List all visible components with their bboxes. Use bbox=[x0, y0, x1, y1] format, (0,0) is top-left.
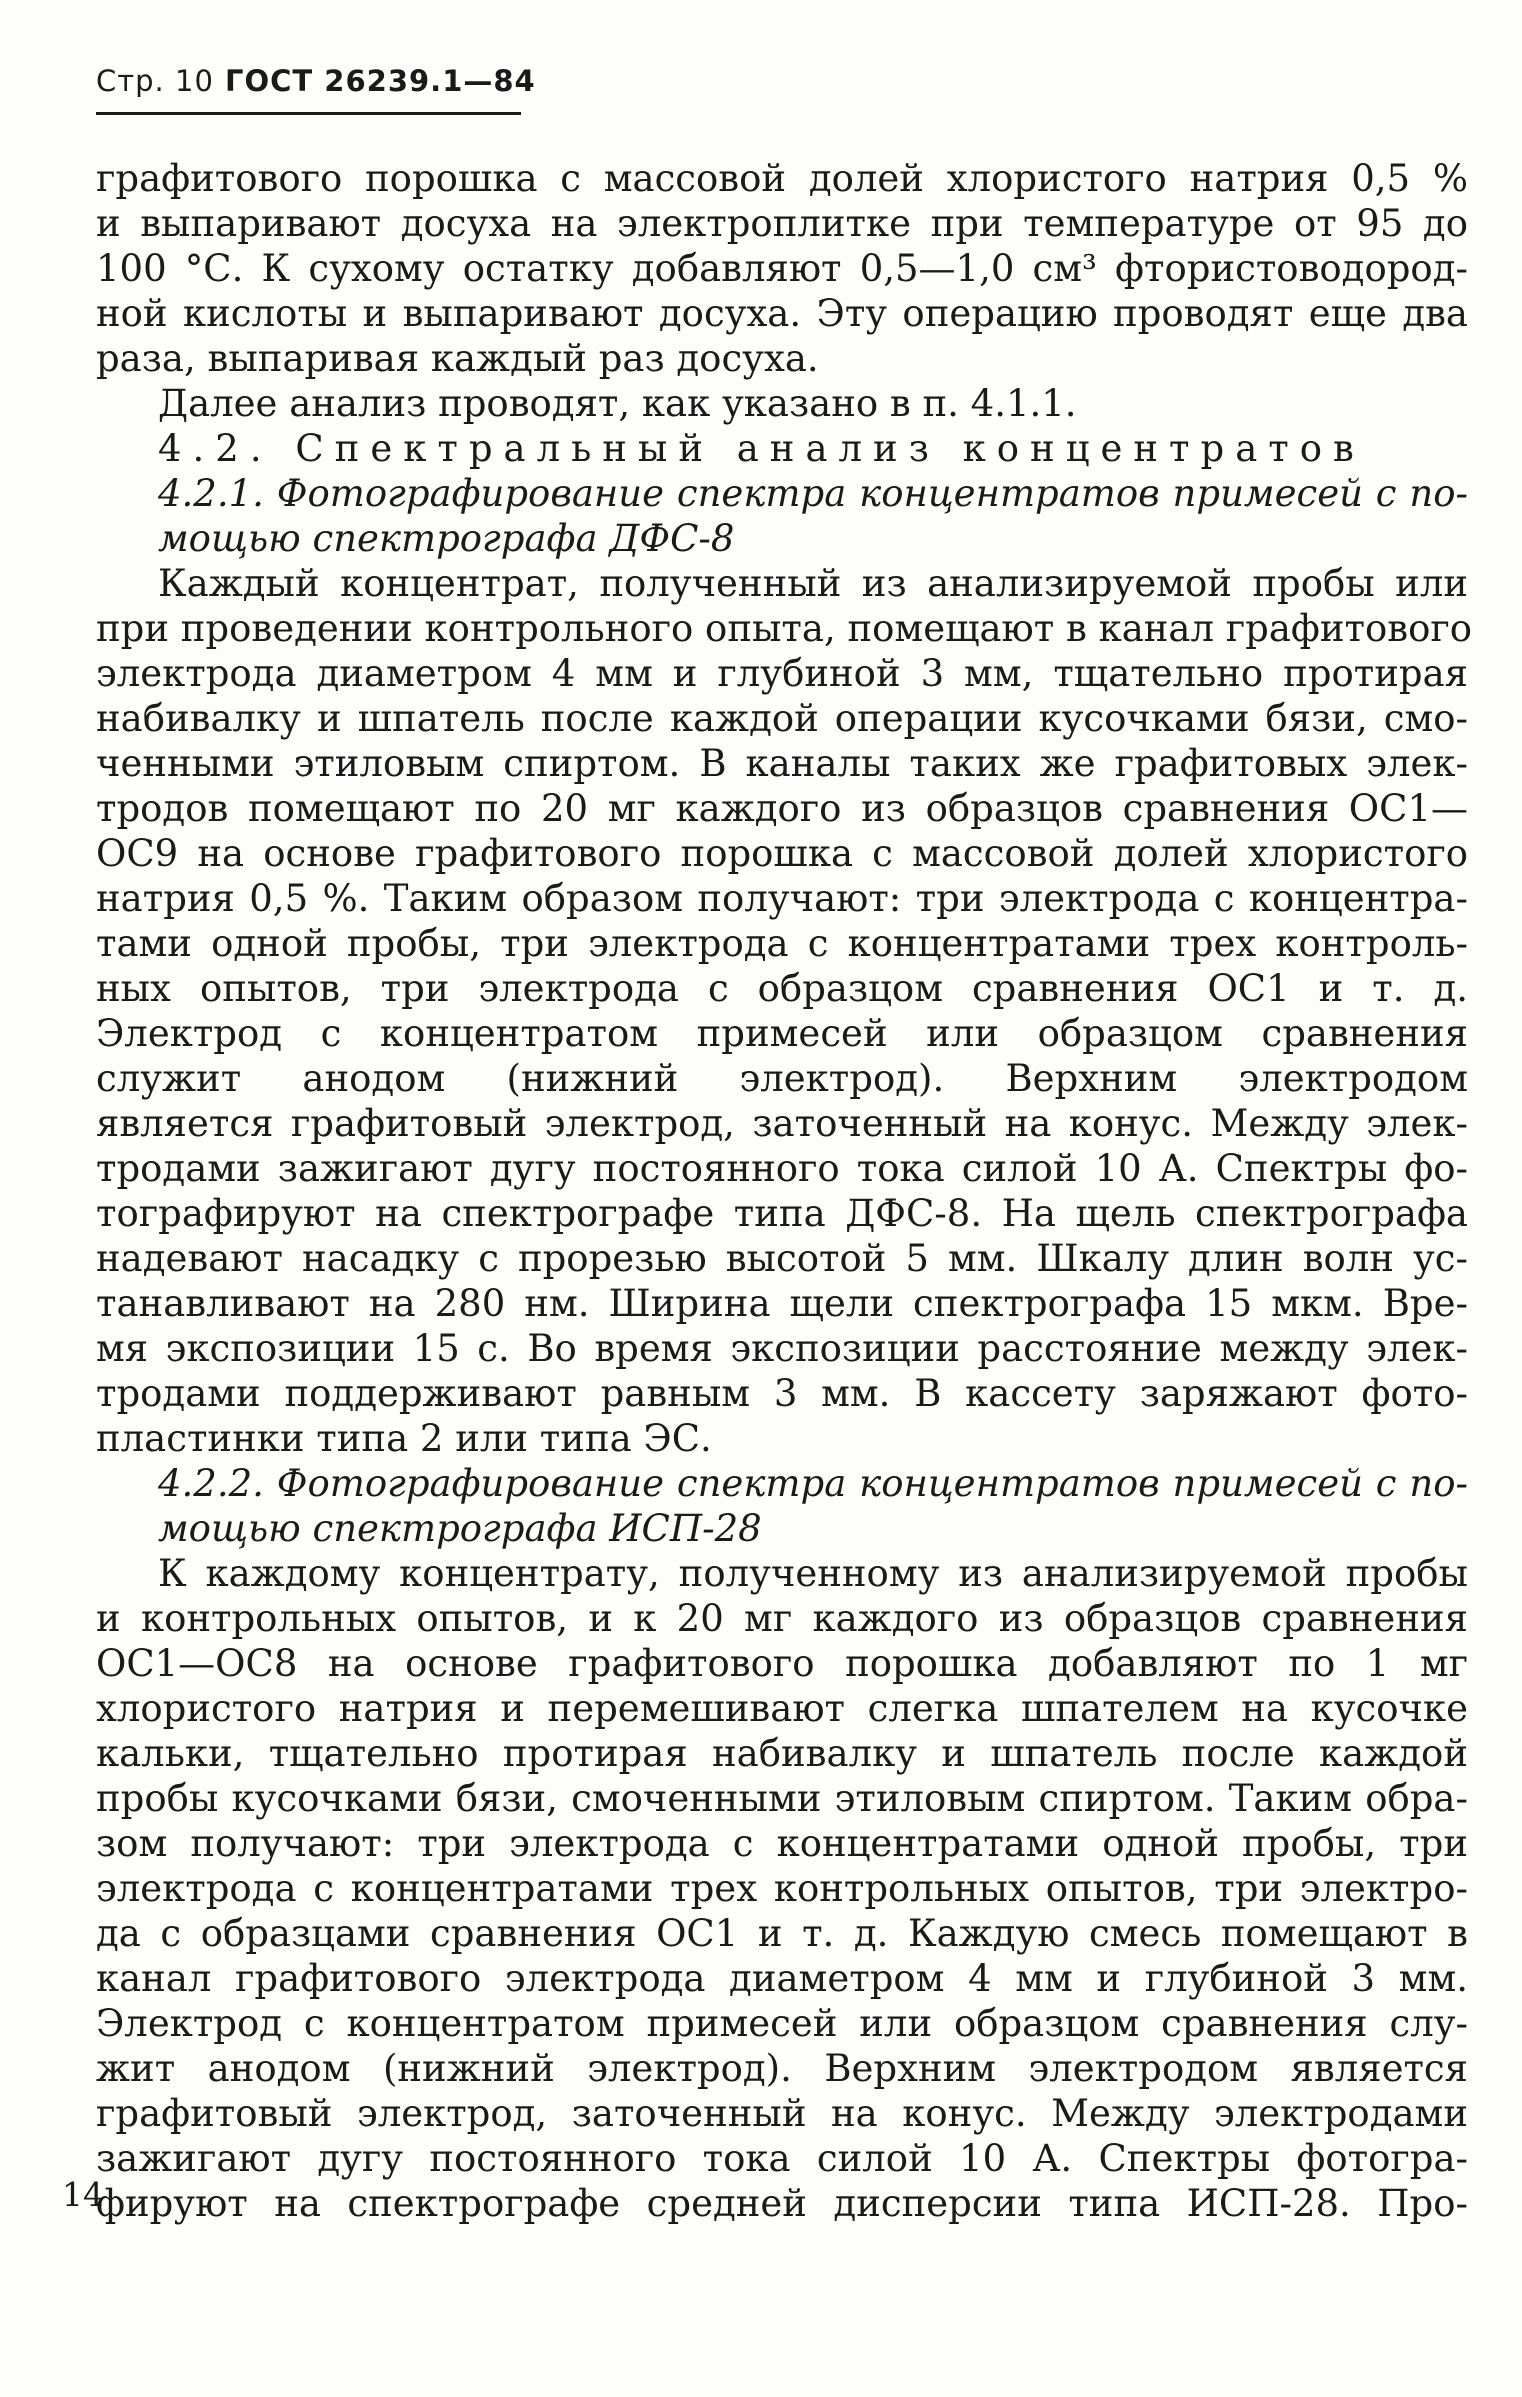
text-line: тами одной пробы, три электрода с концентратами трех контроль- bbox=[96, 922, 1468, 965]
text-line: графитовый электрод, заточенный на конус. Между электродами bbox=[96, 2092, 1468, 2135]
text-line: зом получают: три электрода с концентратами одной пробы, три bbox=[96, 1822, 1468, 1865]
page-number: 14 bbox=[62, 2175, 104, 2214]
text-line: танавливают на 280 нм. Ширина щели спектрографа 15 мкм. Вре- bbox=[96, 1282, 1468, 1325]
text-line: надевают насадку с прорезью высотой 5 мм. Шкалу длин волн ус- bbox=[96, 1237, 1468, 1280]
text-line: раза, выпаривая каждый раз досуха. bbox=[96, 337, 819, 380]
text-line: пробы кусочками бязи, смоченными этиловым спиртом. Таким обра- bbox=[96, 1777, 1468, 1820]
subsection-heading: 4.2.1. Фотографирование спектра концентратов примесей с по- bbox=[158, 472, 1468, 515]
body-text bbox=[96, 156, 1473, 2226]
text-line: и контрольных опытов, и к 20 мг каждого из образцов сравнения bbox=[96, 1597, 1468, 1640]
text-line: ных опытов, три электрода с образцом сравнения ОС1 и т. д. bbox=[96, 967, 1468, 1010]
text-line: натрия 0,5 %. Таким образом получают: три электрода с концентра- bbox=[96, 877, 1468, 920]
text-line: графитового порошка с массовой долей хлористого натрия 0,5 % bbox=[96, 157, 1468, 200]
text-line: электрода с концентратами трех контрольных опытов, три электро- bbox=[96, 1867, 1468, 1910]
header-rule bbox=[96, 112, 521, 115]
text-line: тродов помещают по 20 мг каждого из образцов сравнения ОС1— bbox=[96, 787, 1468, 830]
text-line: пластинки типа 2 или типа ЭС. bbox=[96, 1417, 712, 1460]
text-line: кальки, тщательно протирая набивалку и шпатель после каждой bbox=[96, 1732, 1468, 1775]
subsection-heading: 4.2.2. Фотографирование спектра концентратов примесей с по- bbox=[158, 1462, 1468, 1505]
text-line: Электрод с концентратом примесей или образцом сравнения слу- bbox=[96, 2002, 1468, 2045]
subsection-heading-cont: мощью спектрографа ДФС-8 bbox=[158, 517, 735, 560]
text-line: зажигают дугу постоянного тока силой 10 А. Спектры фотогра- bbox=[96, 2137, 1468, 2180]
text-line: ченными этиловым спиртом. В каналы таких же графитовых элек- bbox=[96, 742, 1468, 785]
text-line: при проведении контрольного опыта, помещают в канал графитового bbox=[96, 607, 1473, 650]
text-line: канал графитового электрода диаметром 4 мм и глубиной 3 мм. bbox=[96, 1957, 1468, 2000]
text-line: служит анодом (нижний электрод). Верхним электродом bbox=[96, 1057, 1468, 1100]
document-code: ГОСТ 26239.1—84 bbox=[225, 64, 536, 98]
text-line: да с образцами сравнения ОС1 и т. д. Каждую смесь помещают в bbox=[96, 1912, 1468, 1955]
text-line: тографируют на спектрографе типа ДФС-8. На щель спектрографа bbox=[96, 1192, 1468, 1235]
text-line: Каждый концентрат, полученный из анализируемой пробы или bbox=[158, 562, 1468, 605]
running-header bbox=[96, 64, 536, 98]
text-line: ОС1—ОС8 на основе графитового порошка добавляют по 1 мг bbox=[96, 1642, 1468, 1685]
text-line: набивалку и шпатель после каждой операции кусочками бязи, смо- bbox=[96, 697, 1468, 740]
text-line: ОС9 на основе графитового порошка с массовой долей хлористого bbox=[96, 832, 1468, 875]
text-line: является графитовый электрод, заточенный на конус. Между элек- bbox=[96, 1102, 1468, 1145]
text-line: жит анодом (нижний электрод). Верхним электродом является bbox=[96, 2047, 1468, 2090]
text-line: и выпаривают досуха на электроплитке при температуре от 95 до bbox=[96, 202, 1468, 245]
text-line: мя экспозиции 15 с. Во время экспозиции расстояние между элек- bbox=[96, 1327, 1468, 1370]
text-line: фируют на спектрографе средней дисперсии типа ИСП-28. Про- bbox=[96, 2182, 1468, 2225]
section-heading: 4.2. Спектральный анализ концентратов bbox=[158, 427, 1365, 470]
text-line: Электрод с концентратом примесей или образцом сравнения bbox=[96, 1012, 1468, 1055]
text-line: ной кислоты и выпаривают досуха. Эту операцию проводят еще два bbox=[96, 292, 1468, 335]
text-line: тродами зажигают дугу постоянного тока силой 10 А. Спектры фо- bbox=[96, 1147, 1468, 1190]
text-line: Далее анализ проводят, как указано в п. 4.1.1. bbox=[158, 382, 1077, 425]
text-line: тродами поддерживают равным 3 мм. В кассету заряжают фото- bbox=[96, 1372, 1468, 1415]
text-line: электрода диаметром 4 мм и глубиной 3 мм, тщательно протирая bbox=[96, 652, 1468, 695]
text-line: 100 °С. К сухому остатку добавляют 0,5—1,0 см³ фтористоводород- bbox=[96, 247, 1468, 290]
page-label: Стр. 10 bbox=[96, 64, 214, 98]
text-line: К каждому концентрату, полученному из анализируемой пробы bbox=[158, 1552, 1468, 1595]
text-line: хлористого натрия и перемешивают слегка шпателем на кусочке bbox=[96, 1687, 1468, 1730]
subsection-heading-cont: мощью спектрографа ИСП-28 bbox=[158, 1507, 762, 1550]
